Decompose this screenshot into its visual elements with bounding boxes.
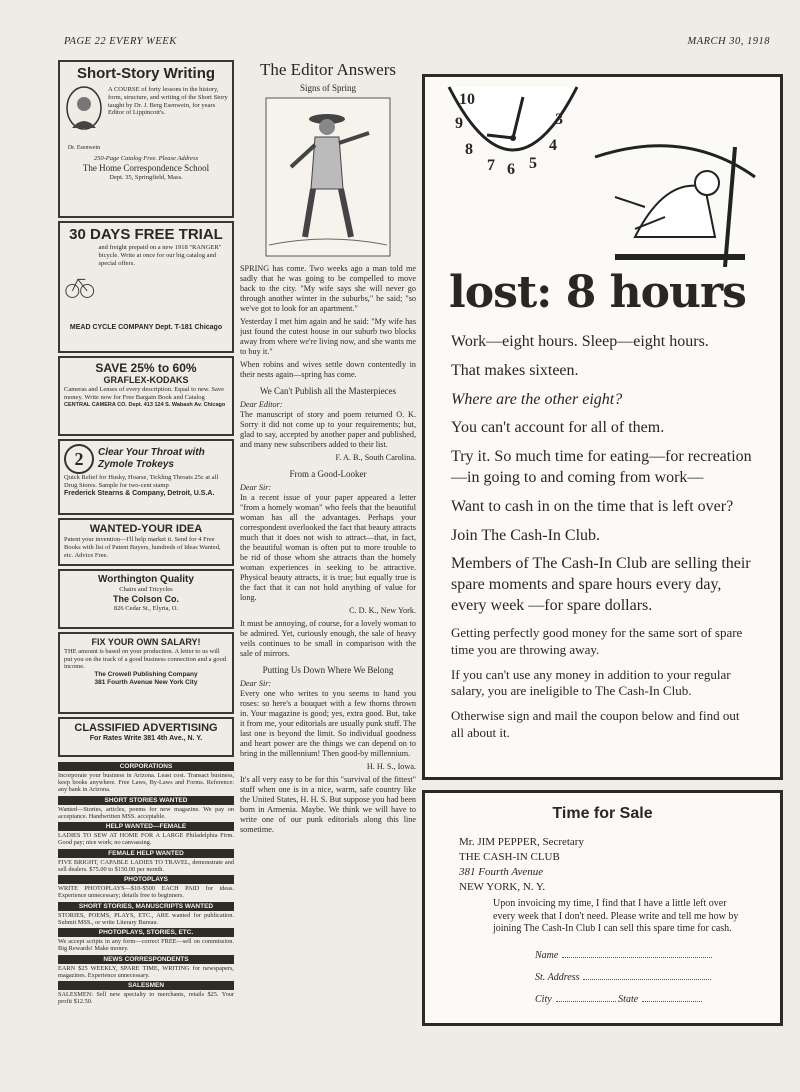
- clock-number: 9: [455, 115, 463, 132]
- classified-text: EARN $25 WEEKLY, SPARE TIME, WRITING for newspapers, magazines. Experience unnecessary.: [58, 964, 234, 979]
- clock-number: 8: [465, 141, 473, 158]
- classified-text: STORIES, POEMS, PLAYS, ETC., ARE wanted for publication. Submit MSS., or write Literary Bureau.: [58, 911, 234, 926]
- letter-signature: F. A. B., South Carolina.: [335, 452, 416, 462]
- classified-text: LADIES TO SEW AT HOME FOR A LARGE Philadelphia Firm. Good pay; nice work; no canvassing.: [58, 832, 234, 847]
- classified-head: FEMALE HELP WANTED: [58, 849, 234, 858]
- ad-title: Worthington Quality: [98, 574, 194, 585]
- ad-line: That makes sixteen.: [451, 361, 579, 379]
- ad-line: Want to cash in on the time that is left over?: [451, 497, 734, 515]
- issue-date: MARCH 30, 1918: [687, 36, 770, 47]
- clock-number: 5: [529, 155, 537, 172]
- page-number: PAGE 22 EVERY WEEK: [64, 36, 177, 47]
- left-ad-column: [58, 60, 234, 1050]
- editor-column: [240, 60, 416, 1040]
- section-heading: We Can't Publish all the Masterpieces: [259, 385, 397, 396]
- section-heading: Putting Us Down Where We Belong: [262, 664, 394, 675]
- field-label: City: [535, 994, 552, 1005]
- classified-head: SALESMEN: [58, 981, 234, 990]
- field-label: Name: [535, 950, 559, 961]
- ad-address: 381 Fourth Avenue New York City: [94, 678, 198, 686]
- ad-footer: 250-Page Catalog Free. Please Address: [93, 154, 199, 162]
- classified-text: FIVE BRIGHT, CAPABLE LADIES TO TRAVEL, demonstrate and sell dealers. $75.00 to $150.00 per month.: [58, 858, 234, 873]
- ad-address: 826 Cedar St., Elyria, O.: [113, 604, 179, 612]
- section-heading: From a Good-Looker: [289, 468, 367, 479]
- coupon-form[interactable]: [422, 790, 783, 1026]
- ad-short-story: [58, 60, 234, 218]
- letter-signature: C. D. K., New York.: [349, 605, 416, 615]
- ad-free-trial: [58, 221, 234, 353]
- ad-org: The Colson Co.: [113, 593, 179, 604]
- ad-org: Frederick Stearns & Company, Detroit, U.S.A.: [64, 489, 215, 497]
- letter-text: Every one who writes to you seems to hand you roses: so here's a bouquet with a few thorns thrown in. Your magazine is good; yes, extra good. But, take it from me, your editorials are usually punk stuff. The last one is beyond the limit. So individual goodness and heart power are the things we can depend on to bring in the millennium! Then good-by millennium.: [240, 688, 416, 758]
- ad-title: FIX YOUR OWN SALARY!: [91, 637, 201, 647]
- name-field[interactable]: [535, 949, 712, 961]
- ad-title: 30 DAYS FREE TRIAL: [69, 226, 223, 243]
- editor-paragraph: Yesterday I met him again and he said: "My wife has just found the cutest house in our suburb two blocks away from where we're living now, and she wants me to buy it.": [240, 316, 416, 356]
- address-field[interactable]: [535, 971, 711, 983]
- ad-headline: lost: 8 hours: [449, 267, 746, 318]
- ad-line: You can't account for all of them.: [451, 419, 665, 437]
- classified-head: HELP WANTED—FEMALE: [58, 822, 234, 831]
- salutation: Dear Editor:: [240, 399, 283, 409]
- ad-line: Where are the other eight?: [451, 390, 623, 408]
- classified-text: WRITE PHOTOPLAYS—$10-$500 EACH PAID for ideas. Experience unnecessary; details free to beginners.: [58, 885, 234, 900]
- editor-paragraph: SPRING has come. Two weeks ago a man told me sadly that he was going to be compelled to move back to the city. "My wife says she will never go through another winter in the suburbs," he said; "so we've got to look for an apartment.": [240, 263, 416, 313]
- address-line: Mr. JIM PEPPER, Secretary: [459, 836, 584, 848]
- clock-number: 10: [459, 91, 475, 108]
- badge-2: 2: [64, 444, 94, 474]
- address-line: THE CASH-IN CLUB: [459, 850, 560, 863]
- clock-number: 6: [507, 161, 515, 178]
- ad-line: Getting perfectly good money for the same sort of spare time you are throwing away.: [451, 624, 743, 657]
- classified-head: PHOTOPLAYS, STORIES, ETC.: [58, 928, 234, 937]
- classified-text: SALESMEN: Sell new specialty to merchants, retails $25. Your profit $12.50.: [58, 990, 234, 1006]
- classified-head: PHOTOPLAYS: [58, 875, 234, 884]
- ad-copy: [451, 332, 754, 750]
- ad-title: WANTED-YOUR IDEA: [89, 523, 203, 535]
- editor-reply: It must be annoying, of course, for a lovely woman to be admired. Yet, curiously enough, the sale of heavy veils continues to be small in comparison with the sale of mirrors.: [240, 618, 416, 658]
- ad-subtitle: GRAFLEX-KODAKS: [103, 375, 189, 386]
- letter-signature: H. H. S., Iowa.: [366, 761, 416, 771]
- ad-title: SAVE 25% to 60%: [95, 361, 197, 375]
- classified-listings: [58, 760, 234, 1050]
- ad-body: and freight prepaid on a new 1918 "RANGER" bicycle. Write at once for our big catalog and special offers.: [98, 244, 222, 267]
- salutation: Dear Sir:: [240, 678, 272, 688]
- field-label: St. Address: [535, 972, 580, 983]
- running-header: [64, 36, 770, 50]
- ad-body: Quick Relief for Husky, Hoarse, Tickling Throats 25c at all Drug Stores. Sample for two-cent stamp: [64, 474, 219, 489]
- classified-text: We accept scripts in any form—correct FREE—sell on commission. Big Rewards! Make money.: [58, 938, 234, 953]
- salutation: Dear Sir:: [240, 482, 272, 492]
- ad-org: CENTRAL CAMERA CO. Dept. 413 124 S. Wabash Av. Chicago: [64, 401, 226, 408]
- coupon-title: Time for Sale: [552, 805, 653, 822]
- ad-subtitle: For Rates Write 381 4th Ave., N. Y.: [89, 735, 203, 743]
- address-line: 381 Fourth Avenue: [459, 865, 544, 878]
- classified-head: NEWS CORRESPONDENTS: [58, 955, 234, 964]
- editor-title: The Editor Answers: [260, 60, 396, 79]
- ad-classified: [58, 717, 234, 757]
- classified-head: SHORT STORIES WANTED: [58, 796, 234, 805]
- letter-text: The manuscript of story and poem returned O. K. Sorry it did not come up to your requirements; but, glad to say, accepted by another paper and published, and many new subscribers added to their list.: [240, 409, 416, 449]
- ad-title: Short-Story Writing: [76, 65, 216, 82]
- bicycle-icon: [64, 244, 95, 324]
- ad-worthington: [58, 569, 234, 629]
- clock-number: 7: [487, 157, 495, 174]
- ad-line: Members of The Cash-In Club are selling their spare moments and spare hours every day, every week —for spare dollars.: [451, 555, 751, 614]
- ad-line: Try it. So much time for eating—for recreation—in going to and coming from work—: [451, 448, 752, 486]
- ad-title: Clear Your Throat with Zymole Trokeys: [98, 447, 205, 470]
- ad-title: CLASSIFIED ADVERTISING: [74, 722, 218, 734]
- editor-paragraph: When robins and wives settle down contentedly in their nests again—spring has come.: [240, 359, 416, 379]
- ad-body: THE amount is based on your production. A letter to us will put you on the track of a good business connection and a good income.: [64, 647, 227, 671]
- ad-address: Dept. 35, Springfield, Mass.: [109, 173, 183, 181]
- classified-head: SHORT STORIES, MANUSCRIPTS WANTED: [58, 902, 234, 911]
- ad-line: If you can't use any money in addition to your regular salary, you are ineligible to The Cash-In Club.: [451, 666, 731, 699]
- address-line: NEW YORK, N. Y.: [459, 880, 546, 893]
- ad-subtitle: Chairs and Tricycles: [119, 586, 173, 593]
- ad-org: MEAD CYCLE COMPANY Dept. T-181 Chicago: [69, 324, 223, 331]
- ad-throat: [58, 439, 234, 515]
- field-label: State: [618, 994, 639, 1005]
- ad-body: A COURSE of forty lessons in the history, form, structure, and writing of the Short Story taught by Dr. J. Berg Esenwein, for years Editor of Lippincott's.: [108, 86, 228, 117]
- editor-reply: It's all very easy to be for this "survival of the fittest" stuff when one is in a nice, warm, safe country like the United States, H. H. S. But suppose you had been born in Armenia. Maybe. We think we will have to write one of our punk editorials along this line sometime.: [240, 774, 416, 834]
- ad-org: The Home Correspondence School: [82, 162, 210, 173]
- ad-body: Cameras and Lenses of every description. Equal to new. Save money. Write now for Free Bargain Book and Catalog: [64, 386, 225, 401]
- ad-body: Patent your invention—I'll help market it. Send for 4 Free Books with list of Patent Buyers, hundreds of Ideas Wanted, etc. Advice Free.: [64, 536, 221, 559]
- portrait-image: [64, 86, 104, 152]
- ad-line: Otherwise sign and mail the coupon below and find out all about it.: [451, 708, 740, 741]
- portrait-caption: Dr. Esenwein: [67, 144, 101, 151]
- ad-salary: [58, 632, 234, 714]
- ad-patent: [58, 518, 234, 566]
- letter-text: In a recent issue of your paper appeared a letter "from a homely woman" who feels that the beautiful woman has all the advantages. Perhaps your correspondent overlooked the fact that beauty attracts much that it does not wish to attract—that, in fact, the beautiful woman is often put to more trouble to be rid of those whom she attracts than the homely woman experiences in seeking to be attractive. Physical beauty attracts, it is true; but equally true is the fact that it can not hold anything of value for long.: [240, 492, 416, 602]
- ad-camera: [58, 356, 234, 436]
- sower-illustration: [240, 97, 416, 260]
- clock-number: 4: [549, 137, 557, 154]
- ad-org: The Crowell Publishing Company: [94, 671, 198, 679]
- father-time-illustration: [575, 117, 765, 267]
- clock-number: 3: [555, 111, 563, 128]
- ad-line: Join The Cash-In Club.: [451, 526, 601, 544]
- editor-subtitle: Signs of Spring: [299, 82, 356, 93]
- coupon-text: Upon invoicing my time, I find that I have a little left over every week that I don't need. Please write and tell me how by joining The Cash-In Club I can sell this spare time for cash.: [493, 898, 739, 934]
- classified-head: CORPORATIONS: [58, 762, 234, 771]
- classified-text: Wanted—Stories, articles, poems for new magazine. We pay on acceptance. Handwritten MSS. acceptable.: [58, 805, 234, 820]
- city-state-field[interactable]: [535, 993, 702, 1005]
- classified-text: Incorporate your business in Arizona. Least cost. Transact business, keep books anywhere. Free Laws, By-Laws and Forms. Reference: any bank in Arizona.: [58, 772, 234, 794]
- cash-in-club-ad: [422, 74, 783, 780]
- ad-line: Work—eight hours. Sleep—eight hours.: [451, 333, 709, 350]
- coupon-address: [459, 835, 584, 894]
